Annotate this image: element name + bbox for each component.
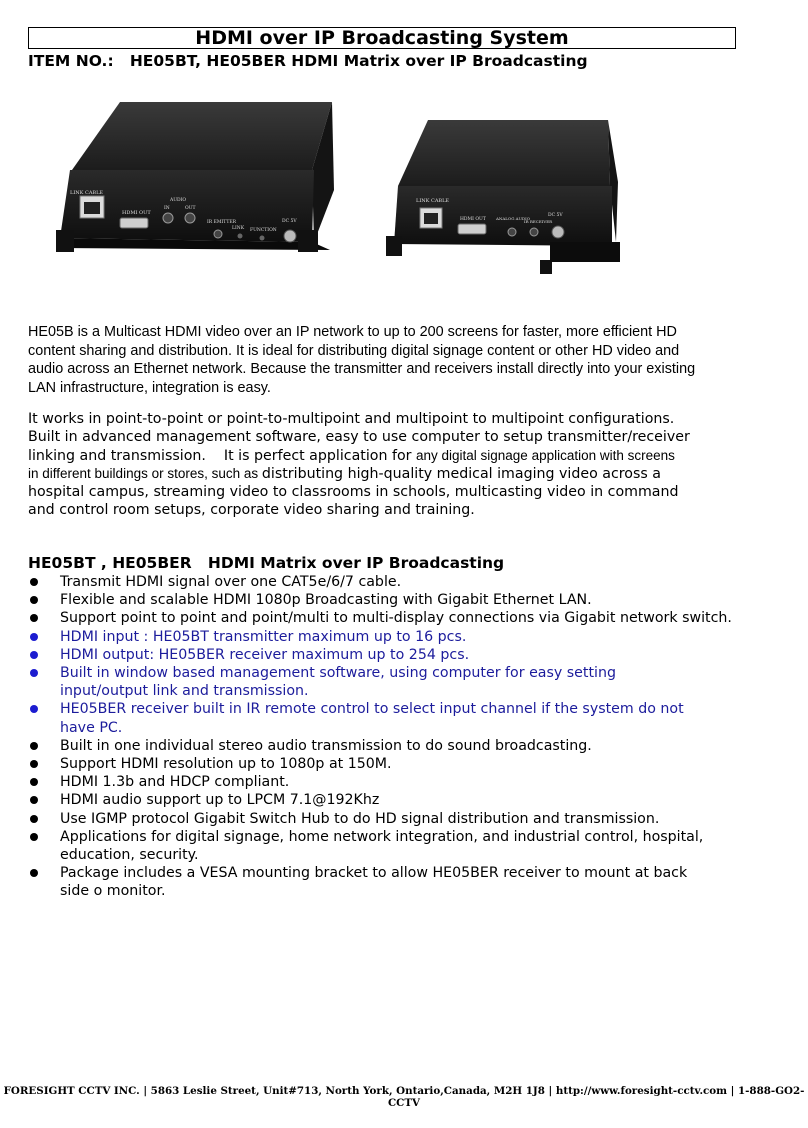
feature-item xyxy=(28,791,788,809)
feature-text: Applications for digital signage, home network integration, and industrial control, hospital, xyxy=(60,828,704,845)
bullet-icon xyxy=(30,614,38,622)
feature-item xyxy=(28,810,788,828)
feature-text: Support point to point and point/multi to multi-display connections via Gigabit network switch. xyxy=(60,610,732,627)
rx-ir-receiver-label: IR RECEIVER xyxy=(524,219,553,224)
tx-hdmi-out-label: HDMI OUT xyxy=(122,210,151,216)
tx-link-cable-label: LINK CABLE xyxy=(70,190,104,196)
feature-text: HDMI output: HE05BER receiver maximum up to 254 pcs. xyxy=(60,646,470,663)
bullet-icon xyxy=(30,578,38,586)
para-line xyxy=(28,447,788,465)
feature-item xyxy=(28,773,788,791)
para-text: any digital signage application with screens xyxy=(415,447,675,463)
page-title: HDMI over IP Broadcasting System xyxy=(28,27,736,49)
para-line: hospital campus, streaming video to classrooms in schools, multicasting video in command xyxy=(28,484,679,501)
feature-text: Built in window based management software, using computer for easy setting xyxy=(60,665,616,682)
bullet-icon xyxy=(30,869,38,877)
feature-item xyxy=(28,737,788,755)
feature-item-continued xyxy=(28,846,788,864)
feature-text: Built in one individual stereo audio transmission to do sound broadcasting. xyxy=(60,737,592,754)
feature-item xyxy=(28,628,788,646)
feature-text: Flexible and scalable HDMI 1080p Broadcasting with Gigabit Ethernet LAN. xyxy=(60,592,592,609)
rx-analog-audio-label: ANALOG AUDIO xyxy=(496,216,531,221)
feature-item xyxy=(28,755,788,773)
feature-item xyxy=(28,664,788,682)
item-number: ITEM NO.: HE05BT, HE05BER HDMI Matrix over IP Broadcasting xyxy=(28,52,588,70)
intro-paragraph xyxy=(28,323,768,397)
feature-text: Use IGMP protocol Gigabit Switch Hub to do HD signal distribution and transmission. xyxy=(60,810,660,827)
feature-text: have PC. xyxy=(60,719,123,736)
para-line: Built in advanced management software, easy to use computer to setup transmitter/receiver xyxy=(28,429,690,446)
feature-item xyxy=(28,573,788,591)
tx-audio-label: AUDIO xyxy=(170,198,187,203)
receiver-photo xyxy=(386,120,620,274)
intro-line: audio across an Ethernet network. Because the transmitter and receivers install directly into your existing xyxy=(28,361,696,377)
feature-item-continued xyxy=(28,682,788,700)
tx-audio-in-label: IN xyxy=(164,206,170,211)
para-line: and control room setups, corporate video sharing and training. xyxy=(28,502,475,519)
intro-line: content sharing and distribution. It is ideal for distributing digital signage content or other HD video and xyxy=(28,342,680,359)
rx-link-cable-label: LINK CABLE xyxy=(416,198,450,204)
features-list xyxy=(28,573,788,901)
para-text: distributing high-quality medical imaging video across a xyxy=(261,465,661,482)
feature-text: education, security. xyxy=(60,847,199,864)
page-footer: FORESIGHT CCTV INC. | 5863 Leslie Street, Unit#713, North York, Ontario,Canada, M2H 1J8 | http://www.foresight-cctv.com | 1-888-GO2-CCTV xyxy=(3,1085,805,1109)
bullet-icon xyxy=(30,742,38,750)
feature-item xyxy=(28,700,788,718)
feature-item xyxy=(28,828,788,846)
feature-item xyxy=(28,864,788,882)
feature-text: HDMI 1.3b and HDCP compliant. xyxy=(60,774,290,791)
feature-item xyxy=(28,591,788,609)
feature-item-continued xyxy=(28,719,788,737)
tx-dc-label: DC 5V xyxy=(282,219,297,224)
tx-function-label: FUNCTION xyxy=(250,228,277,233)
product-photos xyxy=(50,90,750,290)
para-line xyxy=(28,465,788,483)
para-text: in different buildings or stores, such as xyxy=(28,465,262,481)
bullet-icon xyxy=(30,833,38,841)
bullet-icon xyxy=(30,651,38,659)
para-line: It works in point-to-point or point-to-multipoint and multipoint to multipoint configurations. xyxy=(28,411,675,427)
feature-item xyxy=(28,646,788,664)
intro-line: LAN infrastructure, integration is easy. xyxy=(28,379,271,396)
feature-text: Support HDMI resolution up to 1080p at 150M. xyxy=(60,756,392,773)
feature-text: HDMI audio support up to LPCM 7.1@192Khz xyxy=(60,792,380,809)
applications-paragraph xyxy=(28,410,788,520)
feature-text: input/output link and transmission. xyxy=(60,683,309,700)
bullet-icon xyxy=(30,596,38,604)
bullet-icon xyxy=(30,815,38,823)
bullet-icon xyxy=(30,705,38,713)
feature-text: Transmit HDMI signal over one CAT5e/6/7 cable. xyxy=(60,574,402,590)
para-text: linking and transmission. It is perfect application for xyxy=(28,447,416,464)
features-heading: HE05BT , HE05BER HDMI Matrix over IP Broadcasting xyxy=(28,554,505,572)
rx-dc-label: DC 5V xyxy=(548,213,563,218)
tx-ir-emitter-label: IR EMITTER xyxy=(207,220,237,225)
bullet-icon xyxy=(30,778,38,786)
transmitter-photo xyxy=(56,102,334,252)
feature-text: HDMI input : HE05BT transmitter maximum up to 16 pcs. xyxy=(60,628,467,645)
bullet-icon xyxy=(30,633,38,641)
tx-audio-out-label: OUT xyxy=(185,206,196,211)
bullet-icon xyxy=(30,796,38,804)
feature-text: HE05BER receiver built in IR remote control to select input channel if the system do not xyxy=(60,701,684,718)
rx-hdmi-out-label: HDMI OUT xyxy=(460,217,486,222)
feature-text: Package includes a VESA mounting bracket to allow HE05BER receiver to mount at back xyxy=(60,865,688,882)
bullet-icon xyxy=(30,669,38,677)
intro-line: HE05B is a Multicast HDMI video over an IP network to up to 200 screens for faster, more efficient HD xyxy=(28,324,677,340)
feature-item xyxy=(28,609,788,627)
bullet-icon xyxy=(30,760,38,768)
tx-link-label: LINK xyxy=(232,226,245,231)
feature-item-continued xyxy=(28,882,788,900)
feature-text: side o monitor. xyxy=(60,883,166,900)
